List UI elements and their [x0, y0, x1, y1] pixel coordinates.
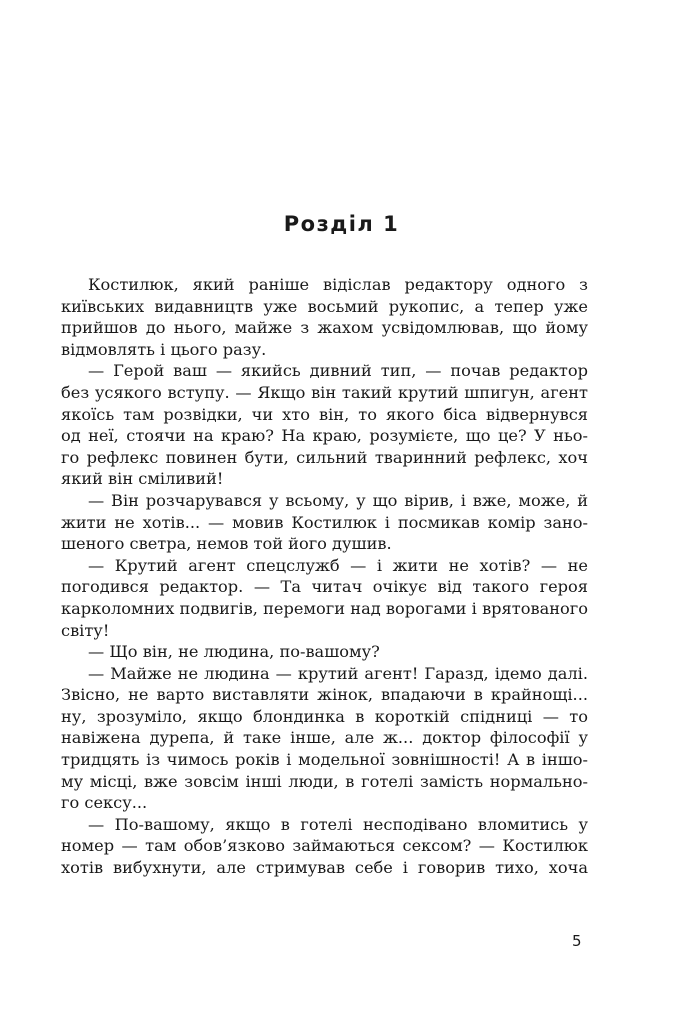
text-line: прийшов до нього, майже з жахом усвідомлював, що йому	[61, 318, 588, 338]
text-line: го сексу...	[61, 793, 148, 813]
text-line: погодився редактор. — Та читач очікує від такого героя	[61, 577, 588, 597]
text-line: хотів вибухнути, але стримував себе і говорив тихо, хоча	[61, 858, 588, 878]
text-line: жити не хотів... — мовив Костилюк і посмикав комір зано-	[61, 512, 588, 532]
text-line: навіжена дурепа, й таке інше, але ж... доктор філософії у	[61, 728, 588, 748]
text-line: — Майже не людина — крутий агент! Гаразд, ідемо далі.	[88, 663, 588, 683]
text-line: який він сміливий!	[61, 469, 224, 489]
text-line: без усякого вступу. — Якщо він такий крутий шпигун, агент	[61, 382, 588, 402]
text-line: го рефлекс повинен бути, сильний тваринний рефлекс, хоч	[61, 447, 588, 467]
text-line: номер — там обов’язково займаються сексом? — Костилюк	[61, 836, 588, 856]
text-line: карколомних подвигів, перемоги над ворогами і врятованого	[61, 598, 588, 618]
text-line: — Крутий агент спецслужб — і жити не хотів? — не	[88, 555, 588, 575]
text-line: — Що він, не людина, по-вашому?	[88, 642, 380, 662]
page-number: 5	[572, 932, 582, 950]
body-text	[61, 274, 588, 879]
text-line: му місці, вже зовсім інші люди, в готелі замість нормально-	[61, 771, 588, 791]
chapter-title: Розділ 1	[283, 212, 400, 236]
text-line: ну, зрозуміло, якщо блондинка в короткій спідниці — то	[61, 706, 588, 726]
text-line: відмовлять і цього разу.	[61, 339, 267, 359]
text-line: світу!	[61, 620, 110, 640]
text-line: од неї, стоячи на краю? На краю, розумієте, що це? У ньо-	[61, 426, 588, 446]
text-line: якоїсь там розвідки, чи хто він, то якого біса відвернувся	[61, 404, 588, 424]
text-line: — Герой ваш — якийсь дивний тип, — почав редактор	[88, 361, 588, 381]
text-line: Костилюк, який раніше відіслав редактору одного з	[88, 275, 588, 294]
text-line: київських видавництв уже восьмий рукопис, а тепер уже	[61, 296, 588, 316]
text-line: тридцять із чимось років і модельної зовнішності! А в іншо-	[61, 750, 588, 770]
text-line: — Він розчарувався у всьому, у що вірив, і вже, може, й	[88, 490, 588, 510]
text-line: Звісно, не варто виставляти жінок, впадаючи в крайнощі...	[61, 685, 588, 705]
text-line: — По-вашому, якщо в готелі несподівано вломитись у	[88, 814, 588, 834]
text-line: шеного светра, немов той його душив.	[61, 534, 392, 554]
